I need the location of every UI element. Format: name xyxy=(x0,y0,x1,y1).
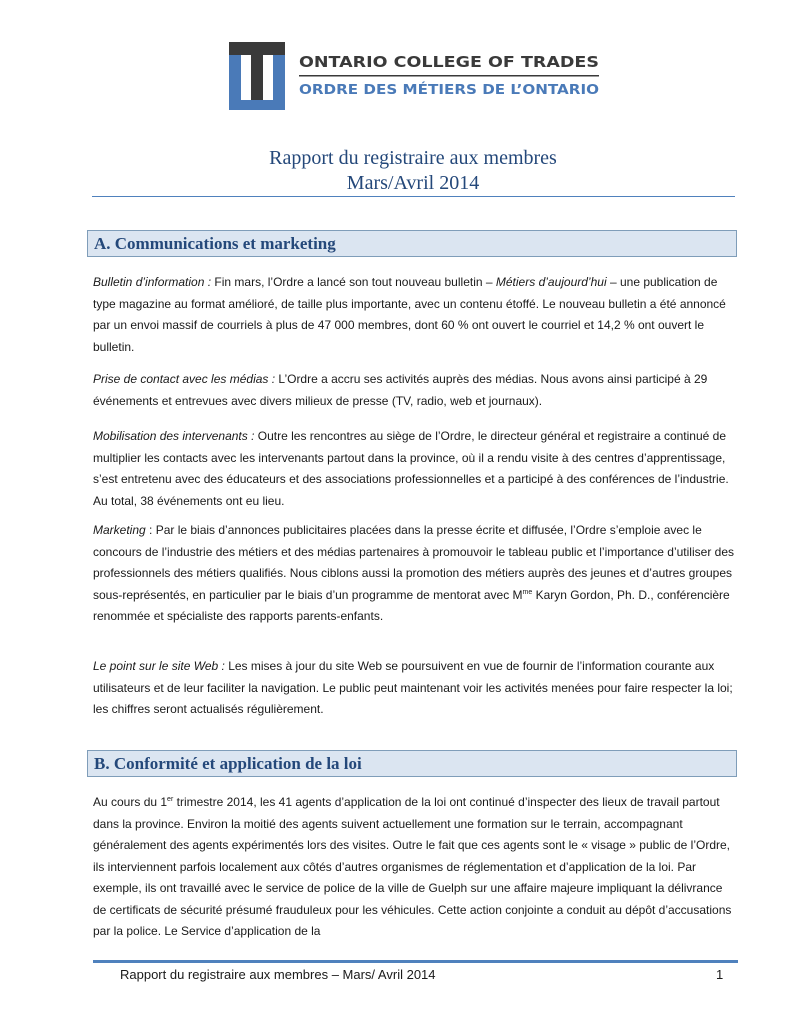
paragraph-lead: Prise de contact avec les médias : xyxy=(93,372,276,386)
report-title-line1: Rapport du registraire aux membres xyxy=(269,147,557,169)
paragraph-lead: Mobilisation des intervenants : xyxy=(93,429,255,443)
paragraph-lead: Marketing xyxy=(93,523,146,537)
paragraph-lead: Le point sur le site Web : xyxy=(93,659,225,673)
superscript: er xyxy=(167,796,174,803)
logo-line-english: ONTARIO COLLEGE OF TRADES xyxy=(299,53,599,71)
paragraph-lead: Bulletin d’information : xyxy=(93,275,212,289)
paragraph-text: : Par le biais d’annonces publicitaires placées dans la presse écrite et diffusée, l’Ordre s’emploie avec le concours de l’industrie des métiers et des médias partenaires à promouvoir le tableau public et l’importance d’utiliser des professionnels des métiers qualifiés. Nous ciblons aussi la promotion des métiers auprès des jeunes et d’autres groupes sous-représentés, en particulier par le biais d’un programme de mentorat avec M xyxy=(93,523,734,602)
section-b-heading: B. Conformité et application de la loi xyxy=(87,750,737,777)
paragraph-stakeholders xyxy=(93,426,738,512)
superscript: me xyxy=(522,588,533,596)
logo-line-french: ORDRE DES MÉTIERS DE L’ONTARIO xyxy=(299,82,567,98)
footer-text: Rapport du registraire aux membres – Mars/ Avril 2014 xyxy=(120,967,436,982)
paragraph-text: Outre les rencontres au siège de l’Ordre, le directeur général et registraire a continué de multiplier les contacts avec les intervenants partout dans la province, où il a rendu visite à des centres d’apprentissage, s’est entretenu avec des éducateurs et des associations professionnelles et a participé à des conférences de l’industrie. Au total, 38 événements ont eu lieu. xyxy=(93,429,729,508)
ontario-college-of-trades-logo xyxy=(229,42,601,110)
paragraph-text: Fin mars, l’Ordre a lancé son tout nouveau bulletin – xyxy=(211,275,496,289)
report-title-line2: Mars/Avril 2014 xyxy=(346,172,480,194)
report-title xyxy=(0,146,791,196)
paragraph-text: Karyn Gordon, Ph. D., conférencière renommée et spécialiste des rapports parents-enfants. xyxy=(93,587,730,623)
paragraph-website xyxy=(93,656,738,721)
paragraph-text: L’Ordre a accru ses activités auprès des médias. Nous avons ainsi participé à 29 événements et entrevues avec divers milieux de presse (TV, radio, web et journaux). xyxy=(93,372,708,408)
paragraph-marketing xyxy=(93,520,738,628)
paragraph-text: trimestre 2014, les 41 agents d’application de la loi ont continué d’inspecter des lieux de travail partout dans la province. Environ la moitié des agents suivent actuellement une formation sur le terrain, accompagnant généralement des agents expérimentés lors des visites. Outre le fait que ces agents sont le « visage » public de l’Ordre, ils interviennent parfois localement aux côtés d’autres organismes de réglementation et d’application de la loi. Par exemple, ils ont travaillé avec le service de police de la ville de Guelph sur une affaire majeure impliquant la délivrance de certificats de sécurité présumé frauduleux pour les véhicules. Cette action conjointe a conduit au dépôt d’accusations par la police. Le Service d’application de la xyxy=(93,795,732,938)
title-rule xyxy=(92,196,735,197)
footer-rule xyxy=(93,960,738,963)
logo-divider xyxy=(299,75,599,77)
paragraph-media xyxy=(93,369,738,412)
logo-emblem xyxy=(229,42,285,110)
paragraph-enforcement xyxy=(93,792,738,943)
paragraph-bulletin xyxy=(93,272,738,358)
section-a-heading: A. Communications et marketing xyxy=(87,230,737,257)
bulletin-name: Métiers d’aujourd’hui xyxy=(495,275,607,289)
paragraph-text: – une publication de type magazine au format amélioré, de taille plus importante, avec un contenu étoffé. Le nouveau bulletin a été annoncé par un envoi massif de courriels à plus de 47 000 membres, dont 60 % ont ouvert le courriel et 14,2 % ont ouvert le bulletin. xyxy=(93,275,726,354)
page-number: 1 xyxy=(716,967,724,982)
paragraph-text: Au cours du 1 xyxy=(93,795,168,809)
paragraph-text: Les mises à jour du site Web se poursuivent en vue de fournir de l’information courante aux utilisateurs et de leur faciliter la navigation. Le public peut maintenant voir les activités menées pour faire respecter la loi; les chiffres seront actualisés régulièrement. xyxy=(93,659,733,716)
